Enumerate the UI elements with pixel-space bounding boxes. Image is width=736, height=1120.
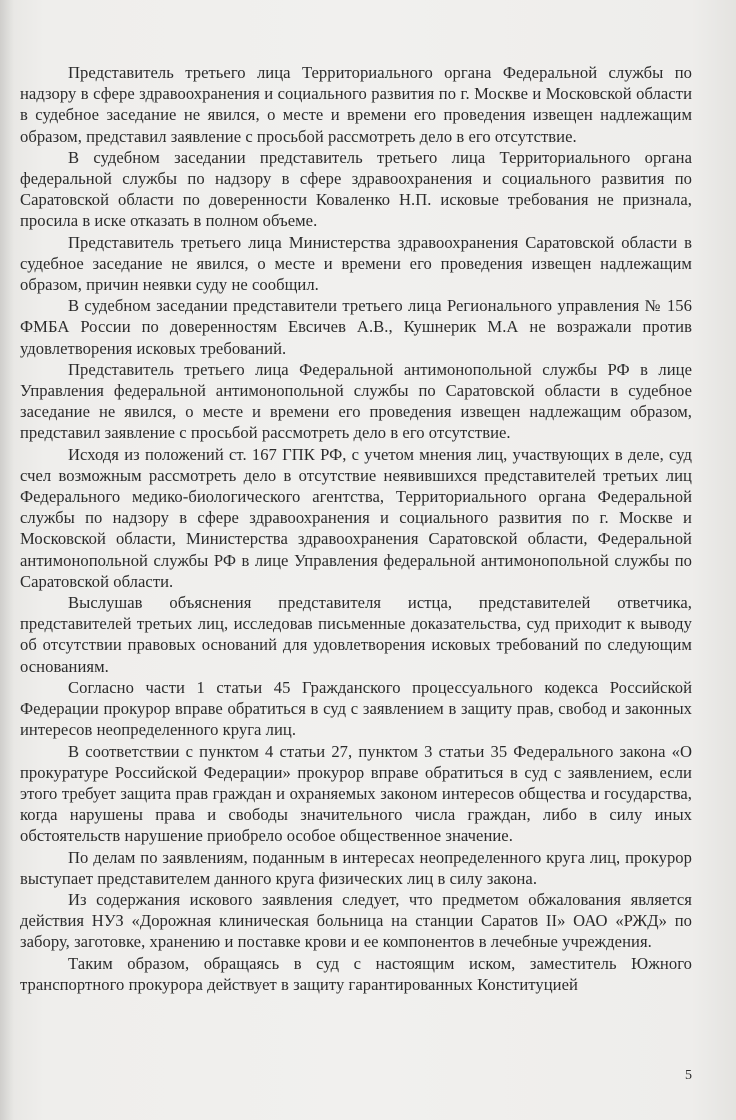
paragraph: Представитель третьего лица Министерства здравоохранения Саратовской области в судебное заседание не явился, о месте и времени его проведения извещен надлежащим образом, причин неявки суду не сообщил. <box>20 232 692 295</box>
paragraph: Представитель третьего лица Территориального органа Федеральной службы по надзору в сфере здравоохранения и социального развития по г. Москве и Московской области в судебное заседание не явился, о месте и времени его проведения извещен надлежащим образом, представил заявление с просьбой рассмотреть дело в его отсутствие. <box>20 63 692 146</box>
paragraph: По делам по заявлениям, поданным в интересах неопределенного круга лиц, прокурор выступает представителем данного круга физических лиц в силу закона. <box>20 847 692 888</box>
page-number: 5 <box>685 1068 692 1083</box>
paragraph: В судебном заседании представитель третьего лица Территориального органа федеральной службы по надзору в сфере здравоохранения и социального развития по Саратовской области по доверенности Коваленко Н.П. исковые требования не признала, просила в иске отказать в полном объеме. <box>20 147 692 231</box>
paragraph: Из содержания искового заявления следует, что предметом обжалования является действия НУЗ «Дорожная клиническая больница на станции Саратов II» ОАО «РЖД» по забору, заготовке, хранению и поставке крови и ее компонентов в лечебные учреждения. <box>20 889 692 952</box>
paragraph: Согласно части 1 статьи 45 Гражданского процессуального кодекса Российской Федерации прокурор вправе обратиться в суд с заявлением в защиту прав, свобод и законных интересов неопределенного круга лиц. <box>20 677 692 740</box>
paragraph: Выслушав объяснения представителя истца, представителей ответчика, представителей третьих лиц, исследовав письменные доказательства, суд приходит к выводу об отсутствии правовых оснований для удовлетворения исковых требований по следующим основаниям. <box>20 593 692 676</box>
document-body <box>20 62 692 995</box>
page-edge-shadow <box>0 0 14 1120</box>
paragraph: Представитель третьего лица Федеральной антимонопольной службы РФ в лице Управления федеральной антимонопольной службы по Саратовской области в судебное заседание не явился, о месте и времени его проведения извещен надлежащим образом, представил заявление с просьбой рассмотреть дело в его отсутствие. <box>20 359 692 443</box>
paragraph: В соответствии с пунктом 4 статьи 27, пунктом 3 статьи 35 Федерального закона «О прокуратуре Российской Федерации» прокурор вправе обратиться в суд с заявлением, если этого требует защита прав граждан и охраняемых законом интересов общества и государства, когда нарушены права и свободы значительного числа граждан, либо в силу иных обстоятельств нарушение приобрело особое общественное значение. <box>20 741 692 846</box>
paragraph: Исходя из положений ст. 167 ГПК РФ, с учетом мнения лиц, участвующих в деле, суд счел возможным рассмотреть дело в отсутствие неявившихся представителей третьих лиц Федерального медико-биологического агентства, Территориального органа Федеральной службы по надзору в сфере здравоохранения и социального развития по г. Москве и Московской области, Министерства здравоохранения Саратовской области, Федеральной антимонопольной службы РФ в лице Управления федеральной антимонопольной службы по Саратовской области. <box>20 444 692 591</box>
paragraph: В судебном заседании представители третьего лица Регионального управления № 156 ФМБА России по доверенностям Евсичев А.В., Кушнерик М.А не возражали против удовлетворения исковых требований. <box>20 296 692 358</box>
paragraph: Таким образом, обращаясь в суд с настоящим иском, заместитель Южного транспортного прокурора действует в защиту гарантированных Конституцией <box>20 953 692 994</box>
